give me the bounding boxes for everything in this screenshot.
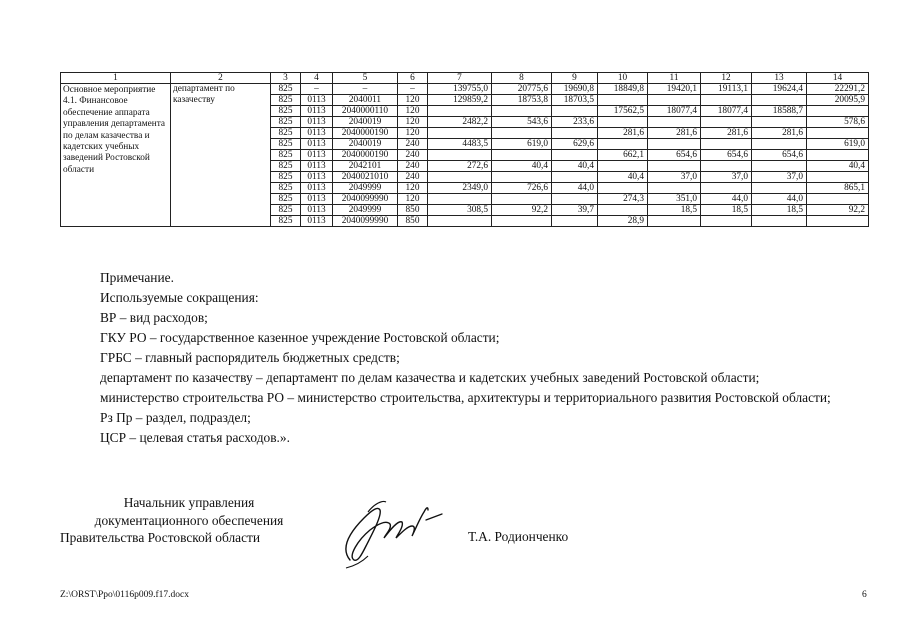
table-cell: 18,5 <box>701 205 752 216</box>
column-header: 13 <box>752 73 807 84</box>
table-cell <box>492 128 552 139</box>
table-cell: 92,2 <box>807 205 869 216</box>
column-header: 10 <box>598 73 648 84</box>
table-cell: 18077,4 <box>648 106 701 117</box>
table-cell: 0113 <box>301 216 333 227</box>
table-cell <box>492 216 552 227</box>
table-cell: 654,6 <box>752 150 807 161</box>
table-cell: 2040019 <box>333 117 398 128</box>
table-cell: 44,0 <box>752 194 807 205</box>
table-cell: 2040000190 <box>333 150 398 161</box>
table-cell: 0113 <box>301 183 333 194</box>
table-cell: 865,1 <box>807 183 869 194</box>
table-cell <box>598 183 648 194</box>
column-header: 5 <box>333 73 398 84</box>
table-body <box>61 84 869 227</box>
notes <box>60 268 870 448</box>
table-cell <box>648 216 701 227</box>
note-line: Примечание. <box>100 270 174 285</box>
table-cell <box>807 150 869 161</box>
table-cell: 19113,1 <box>701 84 752 95</box>
table-cell <box>648 161 701 172</box>
table-cell <box>552 106 598 117</box>
table-cell: 20775,6 <box>492 84 552 95</box>
table-cell: 825 <box>271 194 301 205</box>
table-cell: 4483,5 <box>428 139 492 150</box>
table-cell: 274,3 <box>598 194 648 205</box>
table-cell: 17562,5 <box>598 106 648 117</box>
department-cell: департамент по казачеству <box>171 84 271 227</box>
table-cell <box>648 95 701 106</box>
table-cell: 825 <box>271 183 301 194</box>
column-header: 7 <box>428 73 492 84</box>
table-cell: 240 <box>398 150 428 161</box>
column-header: 2 <box>171 73 271 84</box>
table-cell: – <box>333 84 398 95</box>
table-cell <box>701 161 752 172</box>
table-cell: 0113 <box>301 205 333 216</box>
column-header: 12 <box>701 73 752 84</box>
table-cell: 120 <box>398 194 428 205</box>
table-cell <box>492 194 552 205</box>
table-cell: 351,0 <box>648 194 701 205</box>
table-cell <box>807 172 869 183</box>
table-cell: 629,6 <box>552 139 598 150</box>
table-cell: 28,9 <box>598 216 648 227</box>
table-cell <box>492 172 552 183</box>
table-cell: 20095,9 <box>807 95 869 106</box>
signatory-title-line: Правительства Ростовской области <box>60 530 261 545</box>
table-cell: 0113 <box>301 172 333 183</box>
table-cell: 578,6 <box>807 117 869 128</box>
note-line: департамент по казачеству – департамент по делам казачества и кадетских учебных заведений Ростовской области; <box>100 370 760 385</box>
table-cell: 281,6 <box>752 128 807 139</box>
table-cell: 2349,0 <box>428 183 492 194</box>
table-cell <box>428 194 492 205</box>
table-cell: 37,0 <box>701 172 752 183</box>
table-cell: 825 <box>271 128 301 139</box>
table-cell: 2040021010 <box>333 172 398 183</box>
table-cell: 233,6 <box>552 117 598 128</box>
table-cell: 825 <box>271 95 301 106</box>
table-cell: 619,0 <box>807 139 869 150</box>
table-cell <box>752 216 807 227</box>
table-cell <box>648 183 701 194</box>
table-cell <box>428 216 492 227</box>
table-cell <box>701 139 752 150</box>
table-cell: 40,4 <box>598 172 648 183</box>
table-cell: 2040000110 <box>333 106 398 117</box>
table-cell: 18,5 <box>752 205 807 216</box>
table-cell: 281,6 <box>701 128 752 139</box>
table-cell: 37,0 <box>752 172 807 183</box>
handwritten-signature <box>328 490 448 572</box>
file-path: Z:\ORST\Ppo\0116p009.f17.docx <box>60 590 189 600</box>
table-cell <box>807 194 869 205</box>
table-cell: 129859,2 <box>428 95 492 106</box>
table-cell: 44,0 <box>552 183 598 194</box>
table-cell: 654,6 <box>701 150 752 161</box>
table-cell <box>428 172 492 183</box>
table-cell: 92,2 <box>492 205 552 216</box>
table-cell: 40,4 <box>807 161 869 172</box>
table-cell: 850 <box>398 205 428 216</box>
table-cell: 2040019 <box>333 139 398 150</box>
table-cell: 0113 <box>301 194 333 205</box>
note-line: ЦСР – целевая статья расходов.». <box>100 430 290 445</box>
table-cell <box>807 106 869 117</box>
table-cell: 120 <box>398 128 428 139</box>
table-cell: 22291,2 <box>807 84 869 95</box>
table-cell <box>701 183 752 194</box>
table-cell: 281,6 <box>598 128 648 139</box>
table-cell: 19624,4 <box>752 84 807 95</box>
table-cell: 0113 <box>301 95 333 106</box>
table-cell: 40,4 <box>552 161 598 172</box>
table-cell: 825 <box>271 150 301 161</box>
column-header: 3 <box>271 73 301 84</box>
table-cell: 825 <box>271 106 301 117</box>
table-cell <box>598 161 648 172</box>
column-header: 4 <box>301 73 333 84</box>
column-header: 8 <box>492 73 552 84</box>
table-cell <box>428 128 492 139</box>
table-cell <box>701 95 752 106</box>
table-cell <box>598 139 648 150</box>
column-header: 1 <box>61 73 171 84</box>
table-cell: 825 <box>271 205 301 216</box>
column-header: 6 <box>398 73 428 84</box>
table-cell: 0113 <box>301 128 333 139</box>
column-header: 11 <box>648 73 701 84</box>
table-cell <box>598 95 648 106</box>
signatory-name: Т.А. Родионченко <box>468 529 569 544</box>
table-cell: 2042101 <box>333 161 398 172</box>
table-cell: 19690,8 <box>552 84 598 95</box>
table-cell <box>701 216 752 227</box>
table-cell <box>752 117 807 128</box>
table-cell <box>598 117 648 128</box>
table-cell: – <box>301 84 333 95</box>
table-cell <box>552 128 598 139</box>
table-cell: 2040011 <box>333 95 398 106</box>
table-cell <box>752 183 807 194</box>
table-cell <box>552 172 598 183</box>
table-cell: 2049999 <box>333 205 398 216</box>
header-row <box>61 73 869 84</box>
table-cell: 850 <box>398 216 428 227</box>
table-cell: 0113 <box>301 150 333 161</box>
table-cell <box>428 150 492 161</box>
table-cell: 240 <box>398 139 428 150</box>
note-line: ГРБС – главный распорядитель бюджетных средств; <box>100 350 400 365</box>
table-cell <box>648 139 701 150</box>
table-cell: 2040099990 <box>333 216 398 227</box>
table-cell: 726,6 <box>492 183 552 194</box>
table-cell <box>807 128 869 139</box>
table-cell: 2482,2 <box>428 117 492 128</box>
table-cell <box>428 106 492 117</box>
table-cell: – <box>398 84 428 95</box>
table-cell: 825 <box>271 172 301 183</box>
table-cell <box>752 161 807 172</box>
event-description-cell: Основное мероприятие 4.1. Финансовое обеспечение аппарата управления департамента по делам казачества и кадетских учебных заведений Ростовской области <box>61 84 171 227</box>
table-cell <box>552 150 598 161</box>
table-cell: 139755,0 <box>428 84 492 95</box>
column-header: 9 <box>552 73 598 84</box>
table-cell: 619,0 <box>492 139 552 150</box>
table-cell: 825 <box>271 161 301 172</box>
table-cell: 240 <box>398 172 428 183</box>
table-cell: 825 <box>271 216 301 227</box>
table-cell: 120 <box>398 95 428 106</box>
table-cell: 654,6 <box>648 150 701 161</box>
note-line: министерство строительства РО – министерство строительства, архитектуры и территориального развития Ростовской области; <box>100 390 831 405</box>
table-cell <box>552 194 598 205</box>
budget-table <box>60 72 869 227</box>
table-cell: 0113 <box>301 139 333 150</box>
signatory-title <box>60 494 318 547</box>
table-cell <box>648 117 701 128</box>
table-cell: 18077,4 <box>701 106 752 117</box>
table-cell: 40,4 <box>492 161 552 172</box>
table-row <box>61 84 869 95</box>
table-cell: 44,0 <box>701 194 752 205</box>
table-cell: 37,0 <box>648 172 701 183</box>
table-cell <box>807 216 869 227</box>
table-cell: 120 <box>398 183 428 194</box>
table-cell: 2040099990 <box>333 194 398 205</box>
table-cell: 543,6 <box>492 117 552 128</box>
table-cell: 2040000190 <box>333 128 398 139</box>
table-cell: 240 <box>398 161 428 172</box>
table-cell: 19420,1 <box>648 84 701 95</box>
table-cell: 0113 <box>301 117 333 128</box>
table-cell: 18588,7 <box>752 106 807 117</box>
column-header: 14 <box>807 73 869 84</box>
table-cell: 18753,8 <box>492 95 552 106</box>
table-cell: 825 <box>271 139 301 150</box>
table-cell: 2049999 <box>333 183 398 194</box>
table-cell <box>492 150 552 161</box>
table-cell: 825 <box>271 117 301 128</box>
table-cell: 272,6 <box>428 161 492 172</box>
table-cell <box>552 216 598 227</box>
table-cell: 18703,5 <box>552 95 598 106</box>
table-cell: 825 <box>271 84 301 95</box>
table-cell <box>752 95 807 106</box>
table-cell: 308,5 <box>428 205 492 216</box>
table-cell <box>701 117 752 128</box>
note-line: ВР – вид расходов; <box>100 310 208 325</box>
note-line: ГКУ РО – государственное казенное учреждение Ростовской области; <box>100 330 500 345</box>
signatory-title-line: документационного обеспечения <box>94 512 284 528</box>
table-cell: 120 <box>398 117 428 128</box>
table-cell: 281,6 <box>648 128 701 139</box>
table-cell <box>598 205 648 216</box>
table-cell <box>752 139 807 150</box>
table-cell: 120 <box>398 106 428 117</box>
table-cell: 0113 <box>301 106 333 117</box>
note-line: Используемые сокращения: <box>100 290 259 305</box>
table-cell: 18849,8 <box>598 84 648 95</box>
table-cell: 39,7 <box>552 205 598 216</box>
page-number: 6 <box>862 590 867 600</box>
note-line: Рз Пр – раздел, подраздел; <box>100 410 251 425</box>
signatory-title-line: Начальник управления <box>123 495 255 510</box>
table-cell: 0113 <box>301 161 333 172</box>
table-cell: 18,5 <box>648 205 701 216</box>
table-cell: 662,1 <box>598 150 648 161</box>
table-cell <box>492 106 552 117</box>
